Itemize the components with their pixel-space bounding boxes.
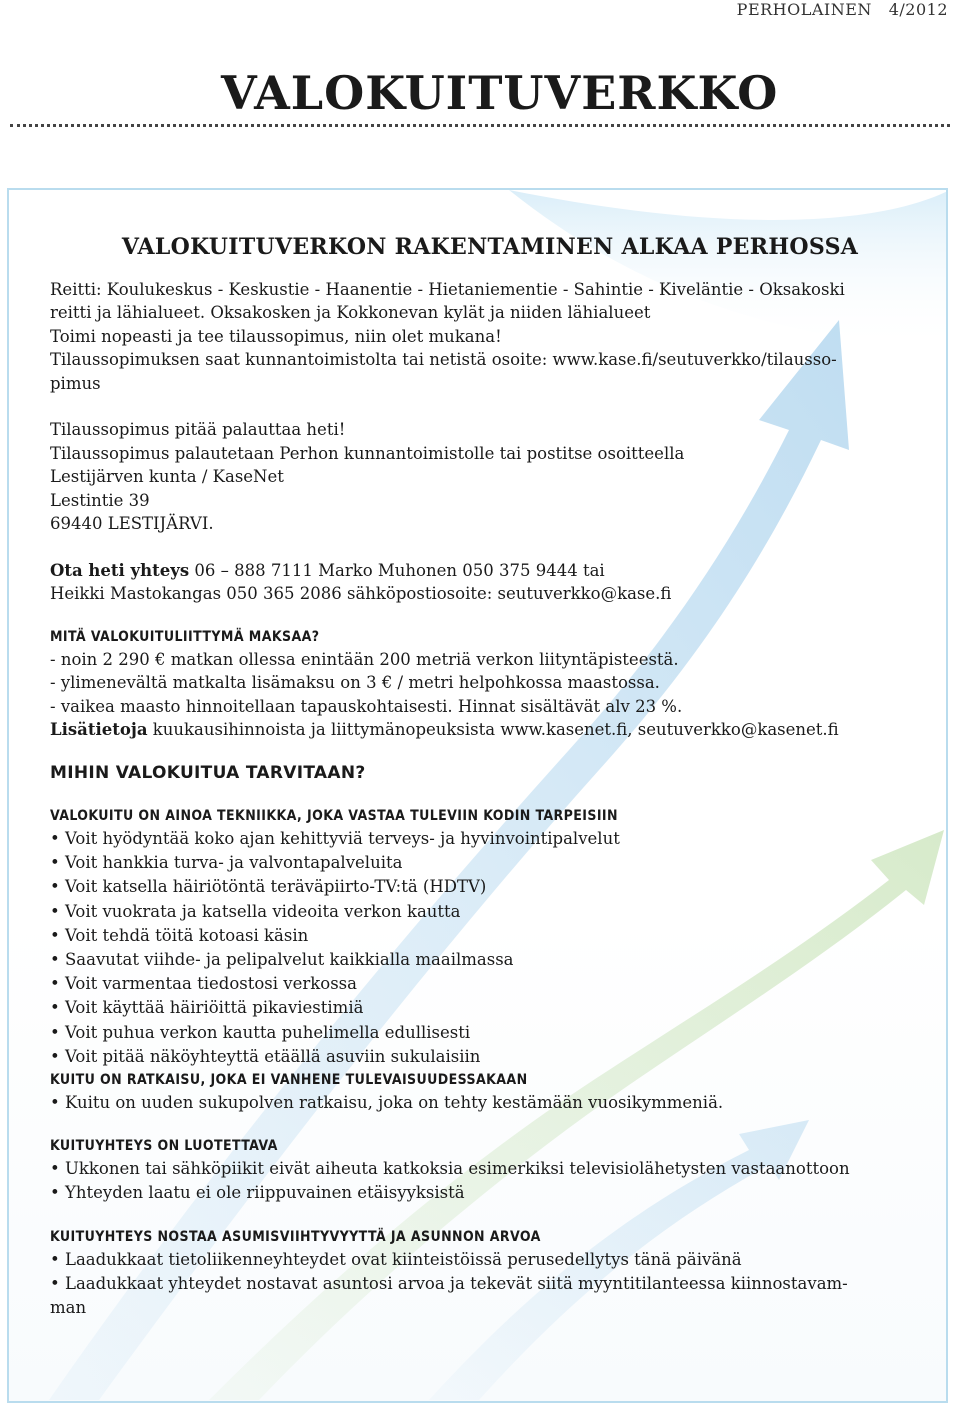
group-heading: KUITUYHTEYS ON LUOTETTAVA	[50, 1138, 278, 1155]
intro-line: Reitti: Koulukeskus - Keskustie - Haanentie - Hietaniementie - Sahintie - Kiveläntie - Oksakoski	[50, 279, 845, 299]
contact-phone: 06 – 888 7111 Marko Muhonen 050 375 9444 tai	[189, 560, 605, 580]
list-item: • Ukkonen tai sähköpiikit eivät aiheuta katkoksia esimerkiksi televisiolähetysten vastaanottoon	[50, 1157, 930, 1181]
benefit-list	[50, 1157, 930, 1205]
price-item: - noin 2 290 € matkan ollessa enintään 200 metriä verkon liityntäpisteestä.	[50, 649, 679, 669]
group-heading: KUITUYHTEYS NOSTAA ASUMISVIIHTYVYYTTÄ JA ASUNNON ARVOA	[50, 1228, 541, 1245]
benefit-list	[50, 827, 930, 1069]
contact-line-2: Heikki Mastokangas 050 365 2086 sähköpostiosoite: seutuverkko@kase.fi	[50, 584, 672, 603]
list-item: • Laadukkaat tietoliikenneyhteydet ovat kiinteistöissä perusedellytys tänä päivänä	[50, 1248, 930, 1272]
return-line: 69440 LESTIJÄRVI.	[50, 514, 214, 533]
return-line: Lestintie 39	[50, 490, 150, 510]
return-line: Tilaussopimus pitää palauttaa heti!	[50, 420, 346, 439]
list-item: • Voit puhua verkon kautta puhelimella edullisesti	[50, 1021, 930, 1045]
list-item: • Voit tehdä töitä kotoasi käsin	[50, 924, 930, 948]
list-item: • Voit vuokrata ja katsella videoita verkon kautta	[50, 900, 930, 924]
section-heading-construction: VALOKUITUVERKON RAKENTAMINEN ALKAA PERHOSSA	[121, 234, 859, 260]
return-line: Tilaussopimus palautetaan Perhon kunnantoimistolle tai postitse osoitteella	[50, 443, 685, 463]
magazine-name: PERHOLAINEN	[736, 0, 872, 19]
more-info-lead: Lisätietoja	[50, 720, 148, 739]
dotted-divider	[10, 124, 950, 127]
list-item-continuation: man	[50, 1298, 87, 1318]
running-header	[737, 0, 948, 19]
group-heading: VALOKUITU ON AINOA TEKNIIKKA, JOKA VASTAA TULEVIIN KODIN TARPEISIIN	[50, 808, 618, 824]
page-title: VALOKUITUVERKKO	[221, 66, 779, 120]
list-item: • Yhteyden laatu ei ole riippuvainen etäisyyksistä	[50, 1181, 930, 1205]
more-info-line	[50, 718, 930, 742]
list-item: • Saavutat viihde- ja pelipalvelut kaikkialla maailmassa	[50, 948, 930, 972]
benefit-list	[50, 1091, 930, 1115]
more-info-text: kuukausihinnoista ja liittymänopeuksista www.kasenet.fi, seutuverkko@kasenet.fi	[147, 720, 839, 739]
intro-line: Tilaussopimuksen saat kunnantoimistolta tai netistä osoite: www.kase.fi/seutuverkko/tilausso-	[50, 350, 837, 369]
article-body	[50, 236, 930, 1320]
contact-line	[50, 559, 930, 583]
price-heading: MITÄ VALOKUITULIITTYMÄ MAKSAA?	[50, 628, 320, 645]
price-list	[50, 648, 930, 719]
list-item: • Voit pitää näköyhteyttä etäällä asuviin sukulaisiin	[50, 1045, 930, 1069]
list-item: • Voit katsella häiriötöntä teräväpiirto-TV:tä (HDTV)	[50, 875, 930, 899]
contact-lead: Ota heti yhteys	[50, 560, 190, 580]
list-item: • Voit hyödyntää koko ajan kehittyviä terveys- ja hyvinvointipalvelut	[50, 827, 930, 851]
intro-line: pimus	[50, 373, 101, 393]
price-item: - vaikea maasto hinnoitellaan tapauskohtaisesti. Hinnat sisältävät alv 23 %.	[50, 696, 683, 716]
issue-number: 4/2012	[888, 0, 948, 19]
intro-line: reitti ja lähialueet. Oksakosken ja Kokkonevan kylät ja niiden lähialueet	[50, 303, 651, 322]
list-item: • Voit varmentaa tiedostosi verkossa	[50, 972, 930, 996]
list-item: • Laadukkaat yhteydet nostavat asuntosi arvoa ja tekevät siitä myyntitilanteessa kiinnostavam-	[50, 1272, 930, 1296]
group-heading: KUITU ON RATKAISU, JOKA EI VANHENE TULEVAISUUDESSAKAAN	[50, 1072, 528, 1089]
benefit-list	[50, 1248, 930, 1296]
price-item: - ylimenevältä matkalta lisämaksu on 3 € / metri helpohkossa maastossa.	[50, 673, 660, 692]
list-item: • Voit hankkia turva- ja valvontapalveluita	[50, 851, 930, 875]
why-heading: MIHIN VALOKUITUA TARVITAAN?	[50, 762, 366, 783]
list-item: • Kuitu on uuden sukupolven ratkaisu, joka on tehty kestämään vuosikymmeniä.	[50, 1091, 930, 1115]
return-line: Lestijärven kunta / KaseNet	[50, 467, 284, 486]
intro-line: Toimi nopeasti ja tee tilaussopimus, niin olet mukana!	[50, 326, 502, 346]
list-item: • Voit käyttää häiriöittä pikaviestimiä	[50, 996, 930, 1020]
